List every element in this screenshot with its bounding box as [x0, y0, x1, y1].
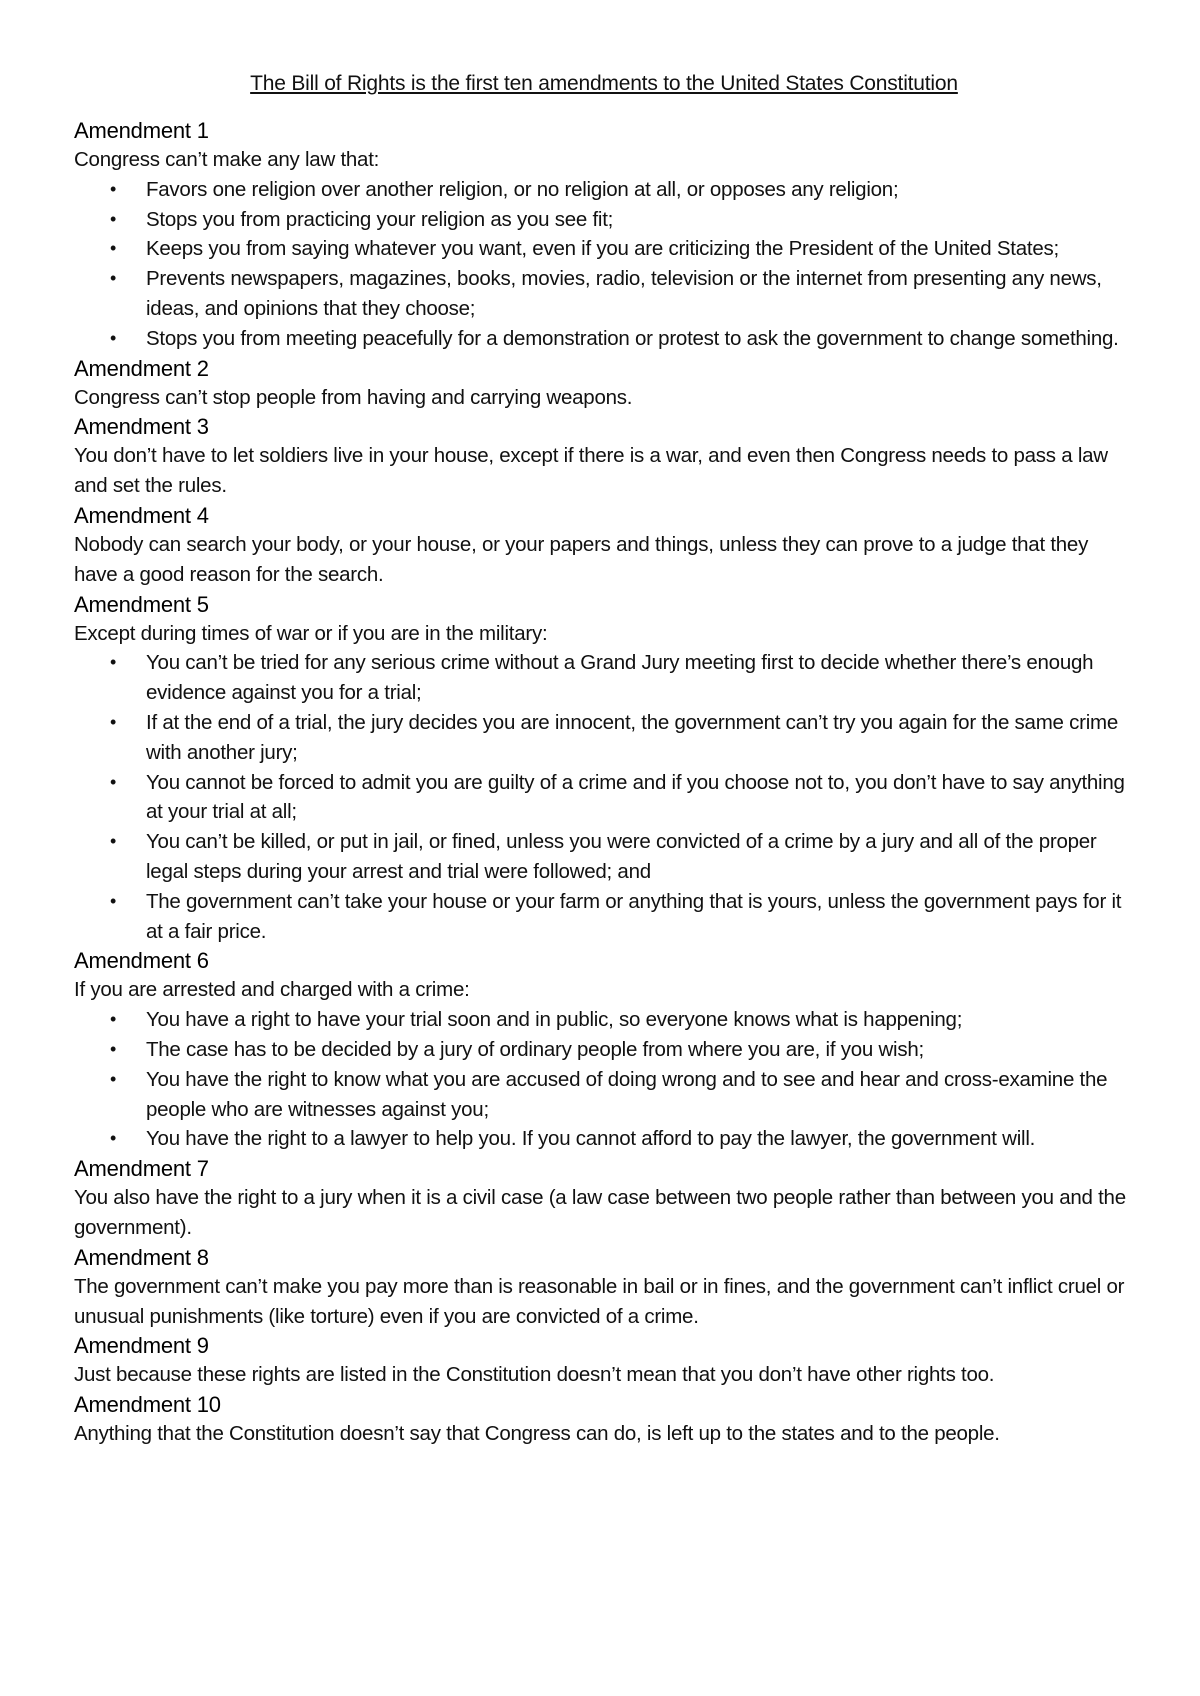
bullet-icon: •: [110, 711, 117, 732]
bullet-icon: •: [110, 1038, 117, 1059]
document-page: [74, 70, 1134, 1449]
list-item-text: Stops you from meeting peacefully for a demonstration or protest to ask the government to change something.: [146, 326, 1119, 350]
list-item: [74, 827, 1134, 887]
amendment-heading: Amendment 5: [74, 591, 209, 617]
bullet-list: [74, 1005, 1134, 1154]
amendment-heading: Amendment 10: [74, 1392, 221, 1418]
list-item-text: You cannot be forced to admit you are guilty of a crime and if you choose not to, you don’t have to say anything at your trial at all;: [146, 770, 1125, 824]
amendment-text: Anything that the Constitution doesn’t say that Congress can do, is left up to the states and to the people.: [74, 1422, 1000, 1446]
list-item-text: Prevents newspapers, magazines, books, movies, radio, television or the internet from presenting any news, ideas, and opinions that they choose;: [146, 267, 1102, 320]
amendment-section: [74, 354, 1134, 413]
list-item-text: The government can’t take your house or your farm or anything that is yours, unless the government pays for it at a fair price.: [146, 889, 1122, 943]
list-item: [74, 264, 1134, 324]
amendment-text: If you are arrested and charged with a crime:: [74, 978, 470, 1002]
bullet-icon: •: [110, 327, 117, 348]
amendment-heading: Amendment 6: [74, 948, 209, 974]
amendment-heading: Amendment 7: [74, 1156, 209, 1182]
bullet-icon: •: [110, 1128, 117, 1149]
list-item-text: You can’t be killed, or put in jail, or fined, unless you were convicted of a crime by a jury and all of the proper legal steps during your arrest and trial were followed; and: [146, 830, 1097, 883]
amendment-section: [74, 1390, 1134, 1449]
list-item: [74, 648, 1134, 708]
list-item-text: You have a right to have your trial soon and in public, so everyone knows what is happening;: [146, 1008, 963, 1032]
amendment-text: Except during times of war or if you are in the military:: [74, 621, 548, 645]
list-item: [74, 234, 1134, 264]
amendment-text: Congress can’t make any law that:: [74, 148, 380, 171]
amendments-list: [74, 116, 1134, 1449]
amendment-heading: Amendment 9: [74, 1333, 209, 1359]
list-item-text: You can’t be tried for any serious crime without a Grand Jury meeting first to decide whether there’s enough evidence against you for a trial;: [146, 651, 1094, 705]
bullet-icon: •: [110, 831, 117, 852]
amendment-text: You also have the right to a jury when it is a civil case (a law case between two people rather than between you and the government).: [74, 1186, 1126, 1239]
list-item-text: Favors one religion over another religion, or no religion at all, or opposes any religion;: [146, 177, 899, 201]
amendment-section: [74, 1331, 1134, 1390]
bullet-icon: •: [110, 890, 117, 911]
bullet-icon: •: [110, 268, 117, 289]
amendment-heading: Amendment 4: [74, 502, 209, 528]
amendment-heading: Amendment 8: [74, 1244, 209, 1270]
list-item-text: The case has to be decided by a jury of ordinary people from where you are, if you wish;: [146, 1037, 924, 1061]
list-item: [74, 175, 1134, 205]
list-item: [74, 1035, 1134, 1065]
amendment-text: Just because these rights are listed in the Constitution doesn’t mean that you don’t have other rights too.: [74, 1363, 995, 1387]
amendment-section: [74, 116, 1134, 354]
bullet-icon: •: [110, 652, 117, 673]
bullet-icon: •: [110, 771, 117, 792]
amendment-section: [74, 412, 1134, 501]
list-item-text: Stops you from practicing your religion as you see fit;: [146, 207, 614, 231]
list-item-text: You have the right to know what you are accused of doing wrong and to see and hear and cross-examine the people who are witnesses against you;: [146, 1067, 1108, 1121]
amendment-section: [74, 946, 1134, 1154]
list-item: [74, 887, 1134, 947]
list-item: [74, 708, 1134, 768]
bullet-icon: •: [110, 208, 117, 229]
list-item: [74, 324, 1134, 354]
bullet-icon: •: [110, 1009, 117, 1030]
amendment-section: [74, 501, 1134, 590]
list-item-text: If at the end of a trial, the jury decides you are innocent, the government can’t try you again for the same crime with another jury;: [146, 710, 1118, 764]
bullet-icon: •: [110, 1068, 117, 1089]
amendment-text: The government can’t make you pay more than is reasonable in bail or in fines, and the government can’t inflict cruel or unusual punishments (like torture) even if you are convicted of a crime.: [74, 1274, 1125, 1328]
bullet-icon: •: [110, 178, 117, 199]
amendment-text: You don’t have to let soldiers live in your house, except if there is a war, and even then Congress needs to pass a law and set the rules.: [74, 444, 1108, 498]
amendment-text: Congress can’t stop people from having and carrying weapons.: [74, 385, 633, 409]
list-item-text: Keeps you from saying whatever you want, even if you are criticizing the President of the United States;: [146, 237, 1059, 261]
amendment-section: [74, 1154, 1134, 1243]
bullet-list: [74, 175, 1134, 354]
list-item: [74, 1124, 1134, 1154]
amendment-heading: Amendment 2: [74, 355, 209, 381]
bullet-icon: •: [110, 238, 117, 259]
amendment-text: Nobody can search your body, or your house, or your papers and things, unless they can prove to a judge that they have a good reason for the search.: [74, 532, 1089, 586]
bullet-list: [74, 648, 1134, 946]
list-item: [74, 768, 1134, 828]
amendment-section: [74, 590, 1134, 947]
document-title: The Bill of Rights is the first ten amendments to the United States Constitution: [250, 72, 958, 95]
list-item: [74, 1005, 1134, 1035]
amendment-heading: Amendment 3: [74, 414, 209, 440]
list-item: [74, 1065, 1134, 1125]
list-item: [74, 205, 1134, 235]
amendment-section: [74, 1243, 1134, 1332]
list-item-text: You have the right to a lawyer to help you. If you cannot afford to pay the lawyer, the government will.: [146, 1127, 1036, 1151]
amendment-heading: Amendment 1: [74, 118, 209, 143]
